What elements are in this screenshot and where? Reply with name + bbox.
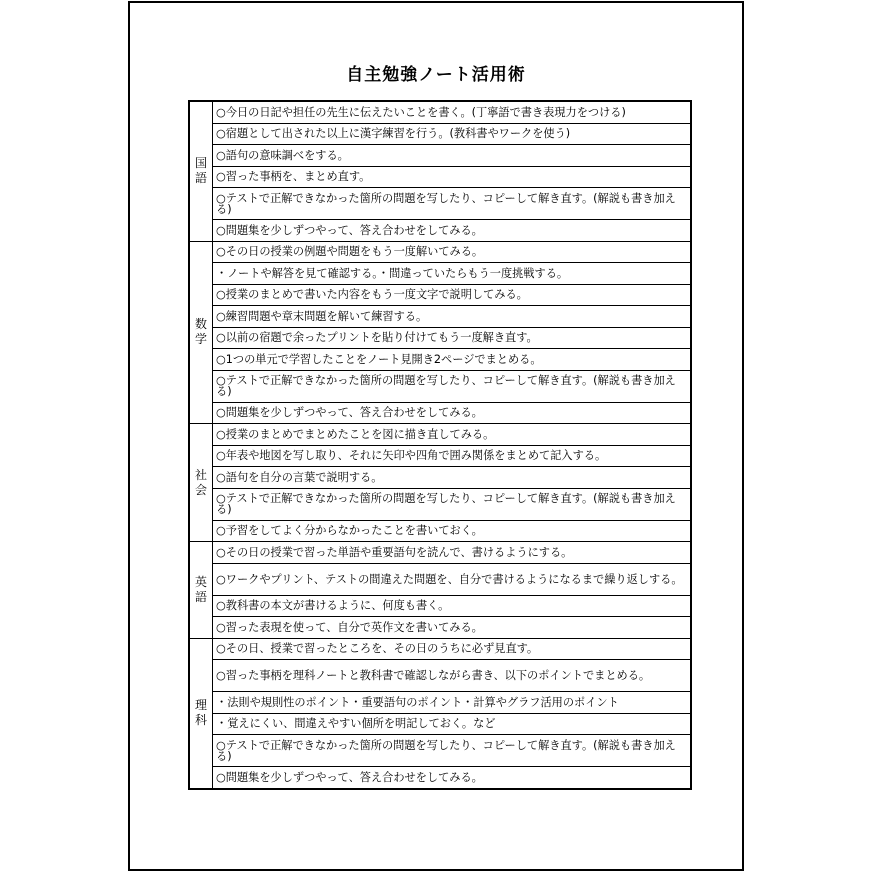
table-row	[189, 713, 691, 735]
study-item: ○年表や地図を写し取り、それに矢印や四角で囲み関係をまとめて記入する。	[213, 445, 692, 467]
subject-char: 語	[194, 589, 207, 604]
subject-char: 理	[194, 698, 207, 712]
subject-label	[189, 638, 213, 789]
subject-char: 国	[194, 156, 207, 171]
table-row	[189, 617, 691, 639]
study-item: ○語句の意味調べをする。	[213, 145, 692, 167]
table-row	[189, 542, 691, 564]
table-row	[189, 370, 691, 402]
table-row	[189, 101, 691, 123]
subject-label	[189, 241, 213, 424]
study-item: ○習った表現を使って、自分で英作文を書いてみる。	[213, 617, 692, 639]
subject-char: 英	[194, 574, 207, 589]
study-item: ○予習をしてよく分からなかったことを書いておく。	[213, 520, 692, 542]
table-row	[189, 424, 691, 446]
subject-char: 語	[194, 171, 207, 186]
study-item: ○習った事柄を、まとめ直す。	[213, 166, 692, 188]
table-row	[189, 188, 691, 220]
study-notes-table	[188, 100, 692, 790]
subject-label	[189, 101, 213, 241]
table-row	[189, 306, 691, 328]
study-item: ○1つの単元で学習したことをノート見開き2ページでまとめる。	[213, 349, 692, 371]
study-item: ○テストで正解できなかった箇所の問題を写したり、コピーして解き直す。(解説も書き加える)	[213, 370, 692, 402]
study-item: ○練習問題や章末問題を解いて練習する。	[213, 306, 692, 328]
study-item: ○問題集を少しずつやって、答え合わせをしてみる。	[213, 220, 692, 242]
study-item: ・法則や規則性のポイント・重要語句のポイント・計算やグラフ活用のポイント	[213, 692, 692, 714]
table-row	[189, 735, 691, 767]
table-row	[189, 402, 691, 424]
study-item: ○テストで正解できなかった箇所の問題を写したり、コピーして解き直す。(解説も書き加える)	[213, 488, 692, 520]
study-item: ○ワークやプリント、テストの間違えた問題を、自分で書けるようになるまで繰り返しする。	[213, 563, 692, 595]
table-row	[189, 563, 691, 595]
study-item: ○宿題として出された以上に漢字練習を行う。(教科書やワークを使う)	[213, 123, 692, 145]
table-row	[189, 145, 691, 167]
page-title: 自主勉強ノート活用術	[346, 65, 526, 85]
study-item: ・ノートや解答を見て確認する。・間違っていたらもう一度挑戦する。	[213, 263, 692, 285]
study-item: ○その日、授業で習ったところを、その日のうちに必ず見直す。	[213, 638, 692, 660]
study-item: ○その日の授業で習った単語や重要語句を読んで、書けるようにする。	[213, 542, 692, 564]
table-row	[189, 520, 691, 542]
study-item: ○習った事柄を理科ノートと教科書で確認しながら書き、以下のポイントでまとめる。	[213, 660, 692, 692]
subject-label	[189, 424, 213, 542]
subject-char: 学	[194, 332, 207, 347]
table-row	[189, 467, 691, 489]
study-item: ・覚えにくい、間違えやすい個所を明記しておく。など	[213, 713, 692, 735]
study-item: ○テストで正解できなかった箇所の問題を写したり、コピーして解き直す。(解説も書き加える)	[213, 735, 692, 767]
table-row	[189, 327, 691, 349]
document-page	[128, 1, 744, 871]
subject-char: 数	[194, 317, 207, 332]
study-item: ○テストで正解できなかった箇所の問題を写したり、コピーして解き直す。(解説も書き加える)	[213, 188, 692, 220]
table-row	[189, 241, 691, 263]
table-row	[189, 445, 691, 467]
table-row	[189, 284, 691, 306]
table-row	[189, 638, 691, 660]
subject-char: 科	[194, 713, 207, 727]
study-item: ○以前の宿題で余ったプリントを貼り付けてもう一度解き直す。	[213, 327, 692, 349]
subject-label	[189, 542, 213, 639]
table-row	[189, 692, 691, 714]
study-item: ○問題集を少しずつやって、答え合わせをしてみる。	[213, 767, 692, 789]
study-item: ○授業のまとめで書いた内容をもう一度文字で説明してみる。	[213, 284, 692, 306]
table-row	[189, 488, 691, 520]
table-row	[189, 263, 691, 285]
table-row	[189, 595, 691, 617]
study-item: ○語句を自分の言葉で説明する。	[213, 467, 692, 489]
table-row	[189, 166, 691, 188]
table-row	[189, 660, 691, 692]
table-row	[189, 767, 691, 789]
subject-char: 会	[194, 482, 207, 497]
table-row	[189, 349, 691, 371]
table-row	[189, 220, 691, 242]
study-item: ○問題集を少しずつやって、答え合わせをしてみる。	[213, 402, 692, 424]
study-item: ○教科書の本文が書けるように、何度も書く。	[213, 595, 692, 617]
table-row	[189, 123, 691, 145]
study-item: ○授業のまとめでまとめたことを図に描き直してみる。	[213, 424, 692, 446]
study-item: ○その日の授業の例題や問題をもう一度解いてみる。	[213, 241, 692, 263]
subject-char: 社	[194, 467, 207, 482]
study-item: ○今日の日記や担任の先生に伝えたいことを書く。(丁寧語で書き表現力をつける)	[213, 101, 692, 123]
